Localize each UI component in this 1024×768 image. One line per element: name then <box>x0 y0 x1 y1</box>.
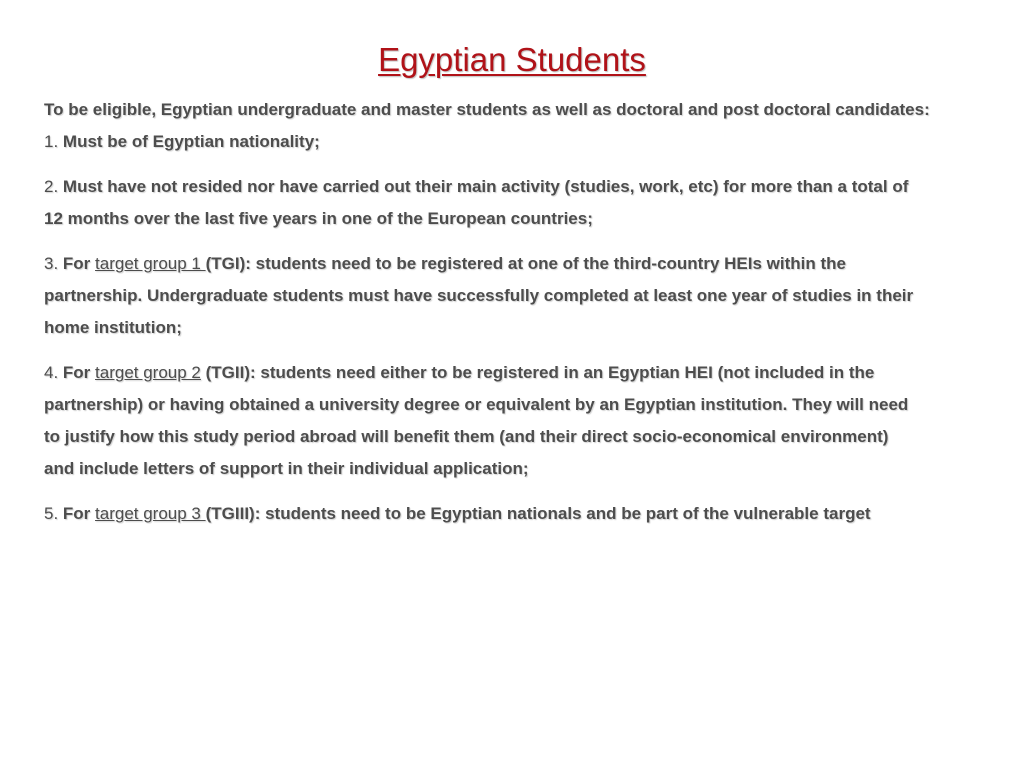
intro-paragraph: To be eligible, Egyptian undergraduate and master students as well as doctoral and post doctoral candidates: <box>44 100 930 119</box>
item-2-text: Must have not resided nor have carried out their main activity (studies, work, etc) for more than a total of <box>58 177 909 196</box>
item-3-number: 3. <box>44 254 59 273</box>
item-4-number: 4. <box>44 363 59 382</box>
item-4-continuation-1: partnership) or having obtained a university degree or equivalent by an Egyptian institution. They will need <box>44 395 909 414</box>
item-4-continuation-3: and include letters of support in their individual application; <box>44 459 529 478</box>
target-group-2-link[interactable]: target group 2 <box>95 363 201 382</box>
item-3-text: (TGI): students need to be registered at one of the third-country HEIs within the <box>205 254 846 273</box>
item-3 <box>44 252 989 276</box>
item-2 <box>44 175 989 199</box>
target-group-3-link[interactable]: target group 3 <box>95 504 206 523</box>
slide-body <box>44 98 989 526</box>
item-2-continuation: 12 months over the last five years in one of the European countries; <box>44 209 593 228</box>
item-5-number: 5. <box>44 504 59 523</box>
slide-title: Egyptian Students <box>378 41 646 78</box>
item-4-text: (TGII): students need either to be registered in an Egyptian HEI (not included in the <box>200 363 875 382</box>
item-3-continuation-1: partnership. Undergraduate students must have successfully completed at least one year of studies in their <box>44 286 914 305</box>
item-5-text: (TGIII): students need to be Egyptian nationals and be part of the vulnerable target <box>205 504 871 523</box>
item-3-continuation-2: home institution; <box>44 318 182 337</box>
item-1 <box>44 130 989 154</box>
item-1-text: Must be of Egyptian nationality; <box>58 132 320 151</box>
item-4-continuation-2: to justify how this study period abroad will benefit them (and their direct socio-economical environment) <box>44 427 889 446</box>
target-group-1-link[interactable]: target group 1 <box>95 254 206 273</box>
item-5 <box>44 502 989 526</box>
item-4-pre: For <box>58 363 96 382</box>
item-3-pre: For <box>58 254 96 273</box>
item-2-number: 2. <box>44 177 59 196</box>
item-1-number: 1. <box>44 132 59 151</box>
item-4 <box>44 361 989 385</box>
item-5-pre: For <box>58 504 96 523</box>
